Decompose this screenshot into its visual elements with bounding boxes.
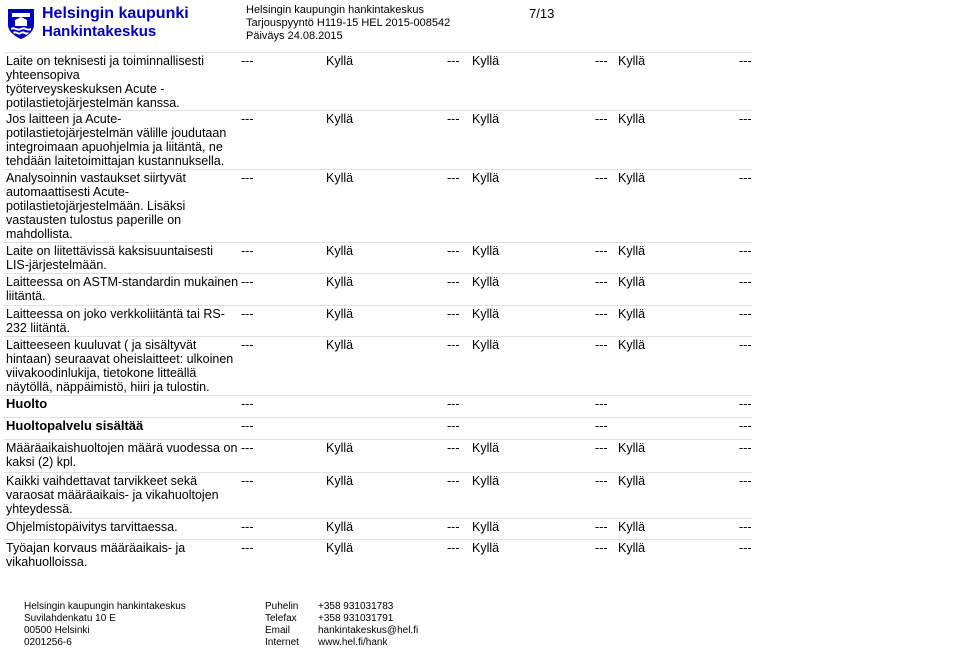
row-value-col-b-2: Kyllä	[472, 541, 500, 555]
row-divider	[4, 52, 752, 53]
description-line: liitäntä.	[6, 289, 46, 303]
row-value-col-c-1: ---	[595, 54, 608, 68]
page-number: 7/13	[529, 6, 555, 21]
row-value-col-c-1: ---	[595, 520, 608, 534]
description-line: varaosat määräaikais- ja vikahuoltojen	[6, 488, 219, 502]
row-value-col-a-2: Kyllä	[326, 338, 354, 352]
row-divider	[4, 336, 752, 337]
row-value-col-c-1: ---	[595, 244, 608, 258]
row-value-col-b-2: Kyllä	[472, 54, 500, 68]
row-value-col-c-1: ---	[595, 112, 608, 126]
row-value-col-a-2: Kyllä	[326, 520, 354, 534]
description-line: Määräaikaishuoltojen määrä vuodessa on	[6, 441, 238, 455]
table-row	[4, 305, 752, 336]
row-description	[6, 338, 244, 394]
row-value-col-a-1: ---	[241, 520, 254, 534]
footer-website[interactable]: www.hel.fi/hank	[318, 637, 388, 648]
row-value-col-a-1: ---	[241, 54, 254, 68]
row-divider	[4, 518, 752, 519]
row-value-col-b-2: Kyllä	[472, 520, 500, 534]
row-value-col-a-2: Kyllä	[326, 441, 354, 455]
table-row	[4, 336, 752, 395]
description-line: Laite on teknisesti ja toiminnallisesti	[6, 54, 205, 68]
row-value-col-b-1: ---	[447, 54, 460, 68]
row-value-col-a-1: ---	[241, 419, 254, 433]
table-row	[4, 518, 752, 539]
table-row	[4, 273, 752, 305]
row-value-col-c-1: ---	[595, 275, 608, 289]
row-description	[6, 397, 244, 411]
description-line: mahdollista.	[6, 227, 73, 241]
row-value-col-b-1: ---	[447, 307, 460, 321]
row-value-col-a-2: Kyllä	[326, 54, 354, 68]
row-description	[6, 307, 244, 335]
description-line: Laitteessa on ASTM-standardin mukainen	[6, 275, 239, 289]
description-line: yhteensopiva	[6, 68, 80, 82]
row-value-col-a-1: ---	[241, 112, 254, 126]
document-meta	[246, 4, 450, 43]
row-value-col-d: ---	[739, 275, 752, 289]
table-row	[4, 539, 752, 571]
row-value-col-a-1: ---	[241, 307, 254, 321]
row-divider	[4, 539, 752, 540]
row-value-col-b-1: ---	[447, 541, 460, 555]
footer-label-fax: Telefax	[265, 613, 297, 624]
requirements-table	[4, 52, 752, 571]
description-line: integroimaan apuohjelmia ja liitäntä, ne	[6, 140, 223, 154]
footer-org: Helsingin kaupungin hankintakeskus	[24, 601, 186, 612]
row-divider	[4, 169, 752, 170]
row-value-col-b-2: Kyllä	[472, 474, 500, 488]
row-value-col-b-1: ---	[447, 112, 460, 126]
footer-contact-values	[318, 601, 418, 649]
description-line: Huoltopalvelu sisältää	[6, 418, 144, 433]
description-line: potilastietojärjestelmän välille joudutaan	[6, 126, 227, 140]
helsinki-crest-icon	[6, 7, 36, 41]
row-description	[6, 244, 244, 272]
row-description	[6, 441, 244, 469]
footer-business-id: 0201256-6	[24, 637, 72, 648]
row-value-col-d: ---	[739, 244, 752, 258]
row-value-col-c-1: ---	[595, 441, 608, 455]
table-row	[4, 110, 752, 169]
description-line: LIS-järjestelmään.	[6, 258, 107, 272]
row-value-col-b-1: ---	[447, 441, 460, 455]
logo-subtitle: Hankintakeskus	[42, 23, 157, 40]
row-divider	[4, 110, 752, 111]
row-value-col-c-2: Kyllä	[618, 112, 646, 126]
row-value-col-d: ---	[739, 171, 752, 185]
table-row	[4, 439, 752, 472]
description-line: vastausten tulostus paperille on	[6, 213, 182, 227]
description-line: näytöllä, näppäimistö, hiiri ja tulostin.	[6, 380, 210, 394]
row-description	[6, 541, 244, 569]
description-line: kaksi (2) kpl.	[6, 455, 77, 469]
row-value-col-a-1: ---	[241, 275, 254, 289]
footer-label-email: Email	[265, 625, 291, 636]
row-value-col-a-1: ---	[241, 244, 254, 258]
row-value-col-a-2: Kyllä	[326, 275, 354, 289]
row-value-col-d: ---	[739, 397, 752, 411]
row-value-col-a-2: Kyllä	[326, 541, 354, 555]
row-divider	[4, 273, 752, 274]
row-value-col-a-1: ---	[241, 338, 254, 352]
description-line: Jos laitteen ja Acute-	[6, 112, 122, 126]
row-value-col-d: ---	[739, 112, 752, 126]
row-value-col-b-1: ---	[447, 520, 460, 534]
row-value-col-d: ---	[739, 54, 752, 68]
row-value-col-a-2: Kyllä	[326, 307, 354, 321]
footer-label-internet: Internet	[265, 637, 299, 648]
footer-label-phone: Puhelin	[265, 601, 299, 612]
row-value-col-c-2: Kyllä	[618, 275, 646, 289]
description-line: Kaikki vaihdettavat tarvikkeet sekä	[6, 474, 198, 488]
meta-date: Päiväys 24.08.2015	[246, 30, 343, 42]
row-value-col-c-1: ---	[595, 419, 608, 433]
row-value-col-b-2: Kyllä	[472, 307, 500, 321]
footer-email[interactable]: hankintakeskus@hel.fi	[318, 625, 419, 636]
description-line: hintaan) seuraavat oheislaitteet: ulkoinen	[6, 352, 234, 366]
meta-organization: Helsingin kaupungin hankintakeskus	[246, 4, 424, 16]
row-value-col-d: ---	[739, 307, 752, 321]
row-value-col-b-1: ---	[447, 338, 460, 352]
row-description	[6, 54, 244, 110]
row-value-col-a-1: ---	[241, 474, 254, 488]
row-value-col-c-1: ---	[595, 397, 608, 411]
table-row	[4, 242, 752, 273]
table-row	[4, 52, 752, 110]
row-value-col-c-2: Kyllä	[618, 520, 646, 534]
table-row	[4, 169, 752, 242]
row-divider	[4, 305, 752, 306]
description-line: yhteydessä.	[6, 502, 73, 516]
row-value-col-c-2: Kyllä	[618, 54, 646, 68]
footer-street: Suvilahdenkatu 10 E	[24, 613, 116, 624]
row-value-col-d: ---	[739, 520, 752, 534]
description-line: Laite on liitettävissä kaksisuuntaisesti	[6, 244, 214, 258]
row-value-col-a-1: ---	[241, 441, 254, 455]
row-value-col-a-1: ---	[241, 541, 254, 555]
description-line: potilastietojärjestelmän kanssa.	[6, 96, 180, 110]
row-value-col-a-2: Kyllä	[326, 244, 354, 258]
row-value-col-a-1: ---	[241, 171, 254, 185]
row-value-col-c-2: Kyllä	[618, 541, 646, 555]
row-value-col-b-2: Kyllä	[472, 244, 500, 258]
table-row	[4, 472, 752, 518]
row-value-col-a-2: Kyllä	[326, 474, 354, 488]
row-divider	[4, 472, 752, 473]
description-line: Huolto	[6, 396, 48, 411]
row-value-col-b-1: ---	[447, 244, 460, 258]
description-line: tehdään laitetoimittajan kustannuksella.	[6, 154, 225, 168]
row-value-col-b-2: Kyllä	[472, 275, 500, 289]
row-value-col-c-1: ---	[595, 307, 608, 321]
row-value-col-a-2: Kyllä	[326, 171, 354, 185]
logo	[6, 5, 189, 41]
row-divider	[4, 395, 752, 396]
row-value-col-b-2: Kyllä	[472, 112, 500, 126]
footer-city: 00500 Helsinki	[24, 625, 90, 636]
description-line: Työajan korvaus määräaikais- ja	[6, 541, 186, 555]
row-description	[6, 419, 244, 433]
row-value-col-c-1: ---	[595, 171, 608, 185]
description-line: Analysoinnin vastaukset siirtyvät	[6, 171, 186, 185]
row-value-col-d: ---	[739, 541, 752, 555]
logo-title: Helsingin kaupunki	[42, 5, 189, 22]
footer-phone: +358 931031783	[318, 601, 394, 612]
description-line: työterveyskeskuksen Acute -	[6, 82, 165, 96]
footer-fax: +358 931031791	[318, 613, 394, 624]
row-value-col-c-1: ---	[595, 338, 608, 352]
row-value-col-d: ---	[739, 419, 752, 433]
row-value-col-b-1: ---	[447, 275, 460, 289]
table-row	[4, 395, 752, 417]
row-description	[6, 520, 244, 534]
footer-contact-labels	[265, 601, 299, 649]
footer-address	[24, 601, 186, 649]
row-value-col-c-2: Kyllä	[618, 441, 646, 455]
row-value-col-c-2: Kyllä	[618, 307, 646, 321]
row-value-col-c-2: Kyllä	[618, 171, 646, 185]
row-value-col-d: ---	[739, 441, 752, 455]
description-line: vikahuolloissa.	[6, 555, 88, 569]
row-value-col-c-2: Kyllä	[618, 338, 646, 352]
row-value-col-c-1: ---	[595, 474, 608, 488]
row-description	[6, 275, 244, 303]
row-value-col-b-1: ---	[447, 474, 460, 488]
row-description	[6, 474, 244, 516]
row-value-col-a-2: Kyllä	[326, 112, 354, 126]
description-line: 232 liitäntä.	[6, 321, 70, 335]
row-value-col-b-2: Kyllä	[472, 171, 500, 185]
description-line: Laitteeseen kuuluvat ( ja sisältyvät	[6, 338, 197, 352]
description-line: viivakoodinlukija, tietokone litteällä	[6, 366, 197, 380]
row-value-col-b-1: ---	[447, 419, 460, 433]
row-value-col-b-2: Kyllä	[472, 441, 500, 455]
meta-reference: Tarjouspyyntö H119-15 HEL 2015-008542	[246, 17, 451, 29]
row-value-col-b-1: ---	[447, 397, 460, 411]
row-description	[6, 171, 244, 241]
row-value-col-c-2: Kyllä	[618, 244, 646, 258]
row-description	[6, 112, 244, 168]
row-value-col-d: ---	[739, 338, 752, 352]
description-line: potilastietojärjestelmään. Lisäksi	[6, 199, 186, 213]
row-value-col-b-2: Kyllä	[472, 338, 500, 352]
description-line: Ohjelmistopäivitys tarvittaessa.	[6, 520, 178, 534]
description-line: automaattisesti Acute-	[6, 185, 129, 199]
row-divider	[4, 439, 752, 440]
table-row	[4, 417, 752, 439]
row-divider	[4, 242, 752, 243]
row-value-col-c-2: Kyllä	[618, 474, 646, 488]
row-value-col-a-1: ---	[241, 397, 254, 411]
row-value-col-c-1: ---	[595, 541, 608, 555]
row-value-col-d: ---	[739, 474, 752, 488]
row-value-col-b-1: ---	[447, 171, 460, 185]
description-line: Laitteessa on joko verkkoliitäntä tai RS-	[6, 307, 225, 321]
